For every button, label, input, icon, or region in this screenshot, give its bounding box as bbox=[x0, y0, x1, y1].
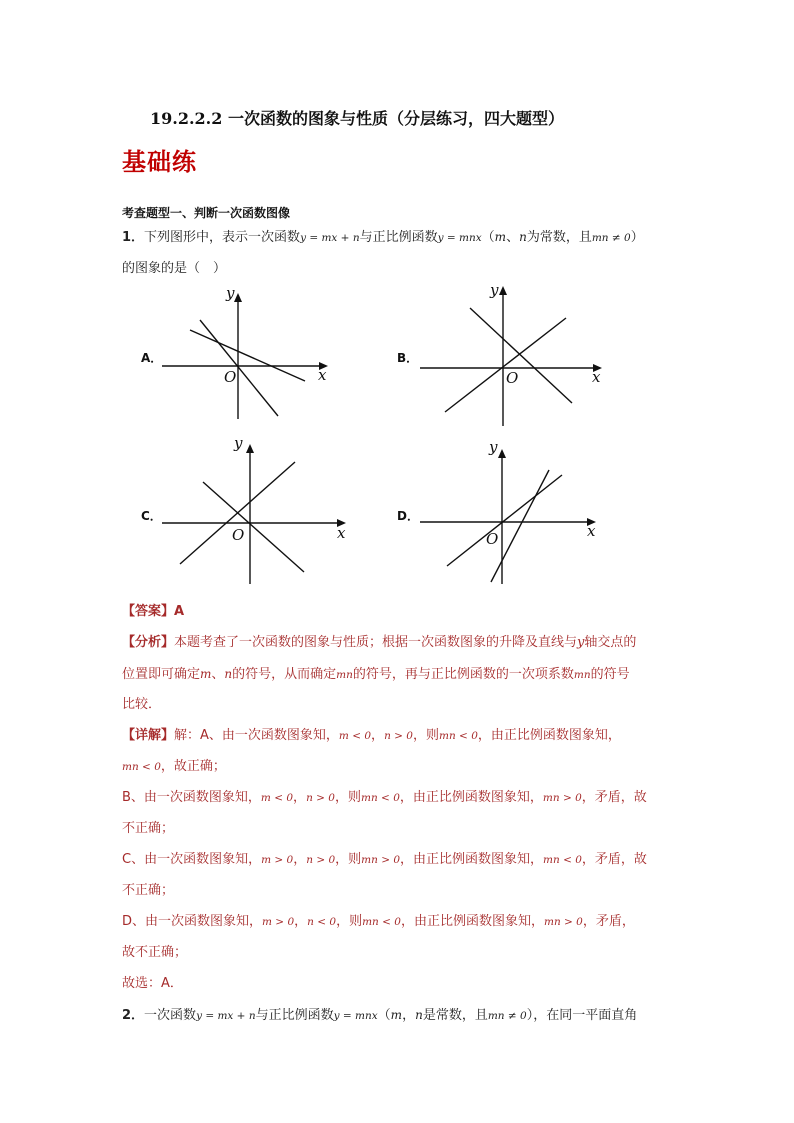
section-heading: 基础练 bbox=[122, 147, 197, 176]
detail-line-a2 bbox=[122, 758, 226, 776]
detail-text: ，矛盾，故 bbox=[581, 852, 647, 867]
analysis-var-y: y bbox=[577, 635, 585, 650]
origin-label: O bbox=[486, 530, 499, 548]
detail-text: ，矛盾，故 bbox=[581, 790, 647, 805]
detail-text: ， bbox=[294, 914, 308, 929]
graph-option-c bbox=[150, 430, 355, 590]
detail-math: n > 0 bbox=[306, 792, 335, 804]
q1-text: 、 bbox=[506, 230, 520, 245]
detail-text: ，矛盾， bbox=[582, 914, 635, 929]
q2-condition: mn ≠ 0 bbox=[487, 1010, 527, 1022]
x-axis-label: x bbox=[592, 368, 601, 386]
graph-line-2 bbox=[190, 330, 305, 381]
graph-option-b bbox=[410, 275, 610, 430]
analysis-var-m: m bbox=[200, 667, 212, 681]
q2-var-m: m bbox=[390, 1008, 403, 1022]
analysis-text: 轴交点的 bbox=[584, 635, 637, 650]
y-axis-arrow bbox=[499, 286, 507, 295]
detail-math: m > 0 bbox=[262, 916, 295, 928]
analysis-text: 位置即可确定 bbox=[122, 667, 201, 682]
q1-text: ） bbox=[630, 230, 644, 245]
detail-math: n > 0 bbox=[306, 854, 336, 866]
page-title: 19.2.2.2 一次函数的图象与性质（分层练习，四大题型） bbox=[150, 109, 564, 128]
question-1-line-1 bbox=[122, 228, 644, 247]
detail-text: ，由正比例函数图象知， bbox=[399, 790, 543, 805]
q1-text: 为常数，且 bbox=[526, 230, 592, 245]
detail-text: ， bbox=[293, 852, 307, 867]
y-axis-label: y bbox=[490, 281, 499, 299]
graph-option-a bbox=[150, 280, 350, 425]
analysis-line-3: 比较． bbox=[122, 697, 162, 712]
analysis-text: 、 bbox=[211, 667, 225, 682]
q1-condition: mn ≠ 0 bbox=[591, 232, 631, 244]
detail-text: C、由一次函数图象知， bbox=[122, 852, 262, 867]
detail-text: ，故正确； bbox=[160, 759, 226, 774]
detail-math: mn < 0 bbox=[543, 854, 582, 866]
question-type-heading: 考查题型一、判断一次函数图像 bbox=[122, 206, 291, 220]
detail-text: 解：A、由一次函数图象知， bbox=[174, 728, 339, 743]
y-axis-label: y bbox=[226, 284, 235, 302]
detail-math: m > 0 bbox=[261, 854, 294, 866]
detail-math: mn > 0 bbox=[361, 854, 401, 866]
y-axis-label: y bbox=[234, 434, 243, 452]
detail-choose-line: 故选：A． bbox=[122, 976, 183, 991]
detail-line-d2: 故不正确； bbox=[122, 945, 188, 960]
detail-text: D、由一次函数图象知， bbox=[122, 914, 263, 929]
analysis-text: 的符号 bbox=[590, 667, 630, 682]
detail-math: n < 0 bbox=[307, 916, 337, 928]
detail-math: n > 0 bbox=[384, 730, 413, 742]
detail-math: mn < 0 bbox=[362, 916, 401, 928]
analysis-var-mn: mn bbox=[573, 669, 591, 681]
y-axis-arrow bbox=[246, 444, 254, 453]
analysis-line-1 bbox=[122, 634, 636, 652]
detail-math: mn > 0 bbox=[542, 792, 582, 804]
analysis-text: 的符号，从而确定 bbox=[232, 667, 337, 682]
analysis-tag: 【分析】 bbox=[122, 635, 175, 650]
option-b-label: B． bbox=[397, 351, 419, 365]
origin-label: O bbox=[232, 526, 245, 544]
detail-line-c1 bbox=[122, 851, 647, 869]
option-c-label: C． bbox=[141, 509, 162, 523]
detail-text: ，则 bbox=[334, 790, 361, 805]
q2-equation-linear: y = mx + n bbox=[196, 1010, 256, 1022]
answer-line bbox=[122, 603, 184, 621]
q2-var-n: n bbox=[415, 1008, 423, 1022]
y-axis-arrow bbox=[234, 293, 242, 302]
question-2-line-1 bbox=[122, 1006, 637, 1025]
q1-var-m: m bbox=[494, 230, 507, 244]
analysis-text: 本题考查了一次函数的图象与性质；根据一次函数图象的升降及直线与 bbox=[174, 635, 578, 650]
y-axis-label: y bbox=[489, 438, 498, 456]
graph-line-2 bbox=[491, 470, 549, 582]
q2-equation-proportional: y = mnx bbox=[333, 1010, 378, 1022]
detail-text: ，由正比例函数图象知， bbox=[400, 914, 544, 929]
analysis-var-n: n bbox=[224, 667, 233, 681]
detail-text: ，则 bbox=[412, 728, 439, 743]
q2-text: 是常数，且 bbox=[422, 1008, 488, 1023]
detail-text: ， bbox=[371, 728, 385, 743]
detail-text: ，由正比例函数图象知， bbox=[400, 852, 544, 867]
analysis-var-mn: mn bbox=[336, 669, 353, 681]
detail-text: ， bbox=[293, 790, 307, 805]
detail-text: ，则 bbox=[336, 914, 363, 929]
graph-line-1 bbox=[445, 318, 566, 412]
detail-text: B、由一次函数图象知， bbox=[122, 790, 261, 805]
detail-math: mn < 0 bbox=[439, 730, 478, 742]
option-d-label: D． bbox=[397, 509, 419, 523]
q2-text: 一次函数 bbox=[144, 1008, 197, 1023]
graph-line-2 bbox=[203, 482, 304, 572]
question-number: 1． bbox=[122, 230, 145, 245]
graph-line-1 bbox=[447, 475, 562, 566]
q1-equation-proportional: y = mnx bbox=[437, 232, 482, 244]
option-a-label: A． bbox=[141, 351, 163, 365]
graph-option-d bbox=[410, 430, 610, 590]
q1-text: （ bbox=[481, 230, 495, 245]
x-axis-label: x bbox=[318, 366, 327, 384]
graph-line-2 bbox=[470, 308, 572, 403]
detail-math: mn < 0 bbox=[361, 792, 400, 804]
q2-text: ），在同一平面直角 bbox=[526, 1008, 638, 1023]
detail-text: ，则 bbox=[335, 852, 362, 867]
detail-math: mn < 0 bbox=[122, 761, 161, 773]
detail-math: mn > 0 bbox=[543, 916, 583, 928]
y-axis-arrow bbox=[498, 449, 506, 458]
detail-math: m < 0 bbox=[338, 730, 372, 742]
detail-line-b1 bbox=[122, 789, 647, 807]
q2-text: （ bbox=[377, 1008, 391, 1023]
origin-label: O bbox=[506, 369, 519, 387]
q1-text: 与正比例函数 bbox=[359, 230, 438, 245]
analysis-text: 的符号，再与正比例函数的一次项系数 bbox=[352, 667, 574, 682]
x-axis-label: x bbox=[587, 522, 596, 540]
q1-text: 下列图形中，表示一次函数 bbox=[144, 230, 301, 245]
answer-tag: 【答案】 bbox=[122, 604, 175, 619]
analysis-line-2 bbox=[122, 665, 630, 684]
detail-tag: 【详解】 bbox=[122, 728, 175, 743]
detail-math: m < 0 bbox=[260, 792, 294, 804]
detail-line-d1 bbox=[122, 913, 635, 931]
question-number: 2． bbox=[122, 1008, 145, 1023]
detail-text: ，由正比例函数图象知， bbox=[477, 728, 621, 743]
q2-text: 与正比例函数 bbox=[255, 1008, 334, 1023]
origin-label: O bbox=[224, 368, 237, 386]
graph-line-1 bbox=[200, 320, 278, 416]
q1-equation-linear: y = mx + n bbox=[300, 232, 360, 244]
q2-text: ， bbox=[402, 1008, 416, 1023]
detail-line-c2: 不正确； bbox=[122, 883, 175, 898]
q1-var-n: n bbox=[519, 230, 527, 244]
detail-line-b2: 不正确； bbox=[122, 821, 175, 836]
x-axis-label: x bbox=[337, 524, 346, 542]
question-1-line-2: 的图象的是（ ） bbox=[122, 261, 227, 276]
detail-line-a1 bbox=[122, 727, 621, 745]
answer-value: A bbox=[174, 604, 185, 619]
